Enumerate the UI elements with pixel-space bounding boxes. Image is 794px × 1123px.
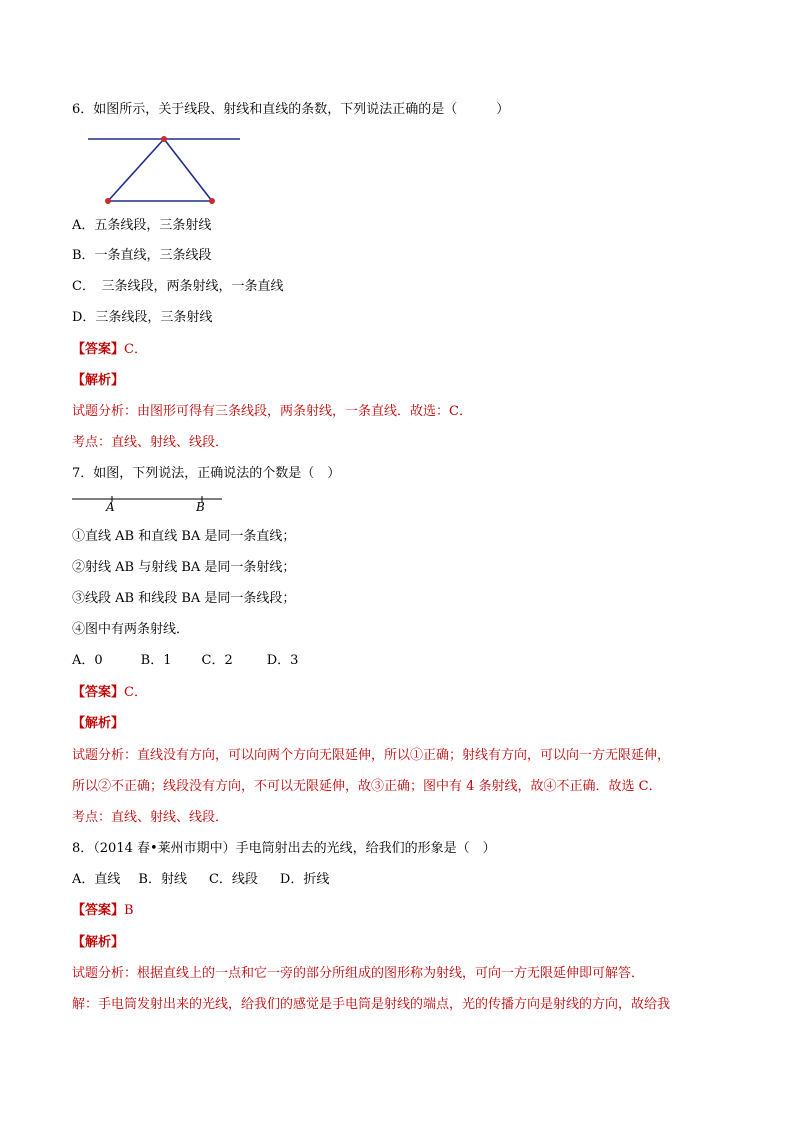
- q7-analysis-line-1: 试题分析：直线没有方向，可以向两个方向无限延伸，所以①正确；射线有方向，可以向一方无限延伸，: [72, 748, 671, 763]
- q8-options: [72, 870, 329, 890]
- q8-option-c: C．线段: [208, 872, 258, 887]
- q8-option-a: A．直线: [72, 872, 121, 887]
- q7-option-b: B．1: [140, 653, 172, 668]
- q7-statement-4: ④图中有两条射线．: [72, 622, 190, 637]
- q8-analysis: 试题分析：根据直线上的一点和它一旁的部分所组成的图形称为射线，可向一方无限延伸即可解答．: [72, 966, 645, 981]
- q8-answer-tag: 【答案】: [72, 903, 125, 918]
- q7-stem: 7．如图，下列说法，正确说法的个数是（ ）: [72, 466, 341, 481]
- q7-answer-value: C．: [124, 685, 147, 700]
- q7-option-c: C．2: [201, 653, 233, 668]
- q7-analysis-tag: 【解析】: [72, 716, 125, 731]
- q8-option-b: B．射线: [138, 872, 187, 887]
- q6-analysis: 试题分析：由图形可得有三条线段，两条射线，一条直线．故选：C．: [72, 404, 472, 419]
- q6-point: 考点：直线、射线、线段．: [72, 435, 229, 450]
- q7-option-a: A．0: [72, 653, 103, 668]
- q8-answer: [72, 901, 134, 921]
- q8-stem: 8．（2014 春•莱州市期中）手电筒射出去的光线，给我们的形象是（ ）: [72, 841, 496, 856]
- q6-answer-tag: 【答案】: [72, 342, 125, 357]
- q8-answer-value: B: [124, 903, 134, 918]
- q6-option-b: B．一条直线，三条线段: [72, 248, 212, 263]
- q7-answer-tag: 【答案】: [72, 685, 125, 700]
- q6-analysis-tag: 【解析】: [72, 373, 125, 388]
- q8-analysis-tag: 【解析】: [72, 935, 125, 950]
- q6-stem: 6．如图所示，关于线段、射线和直线的条数，下列说法正确的是（ ）: [72, 102, 510, 117]
- q7-point: 考点：直线、射线、线段．: [72, 810, 229, 825]
- q7-analysis-line-2: 所以②不正确；线段没有方向，不可以无限延伸，故③正确；图中有 4 条射线，故④不正确．故选 C．: [72, 779, 662, 794]
- q7-answer: [72, 683, 147, 703]
- q7-option-d: D．3: [266, 653, 299, 668]
- q6-option-d: D．三条线段，三条射线: [72, 310, 213, 325]
- q7-statement-2: ②射线 AB 与射线 BA 是同一条射线；: [72, 560, 296, 575]
- q8-solution: 解：手电筒发射出来的光线，给我们的感觉是手电筒是射线的端点，光的传播方向是射线的方向，故给我: [72, 997, 671, 1012]
- q8-option-d: D．折线: [279, 872, 330, 887]
- q6-option-a: A．五条线段，三条射线: [72, 218, 212, 233]
- q6-option-c: C． 三条线段，两条射线，一条直线: [72, 279, 284, 294]
- q6-answer-value: C．: [124, 342, 147, 357]
- q7-label-b: B: [196, 500, 205, 514]
- q7-statement-3: ③线段 AB 和线段 BA 是同一条线段；: [72, 591, 296, 606]
- q7-label-a: A: [106, 500, 115, 514]
- q7-statement-1: ①直线 AB 和直线 BA 是同一条直线；: [72, 529, 296, 544]
- q7-options: [72, 651, 298, 671]
